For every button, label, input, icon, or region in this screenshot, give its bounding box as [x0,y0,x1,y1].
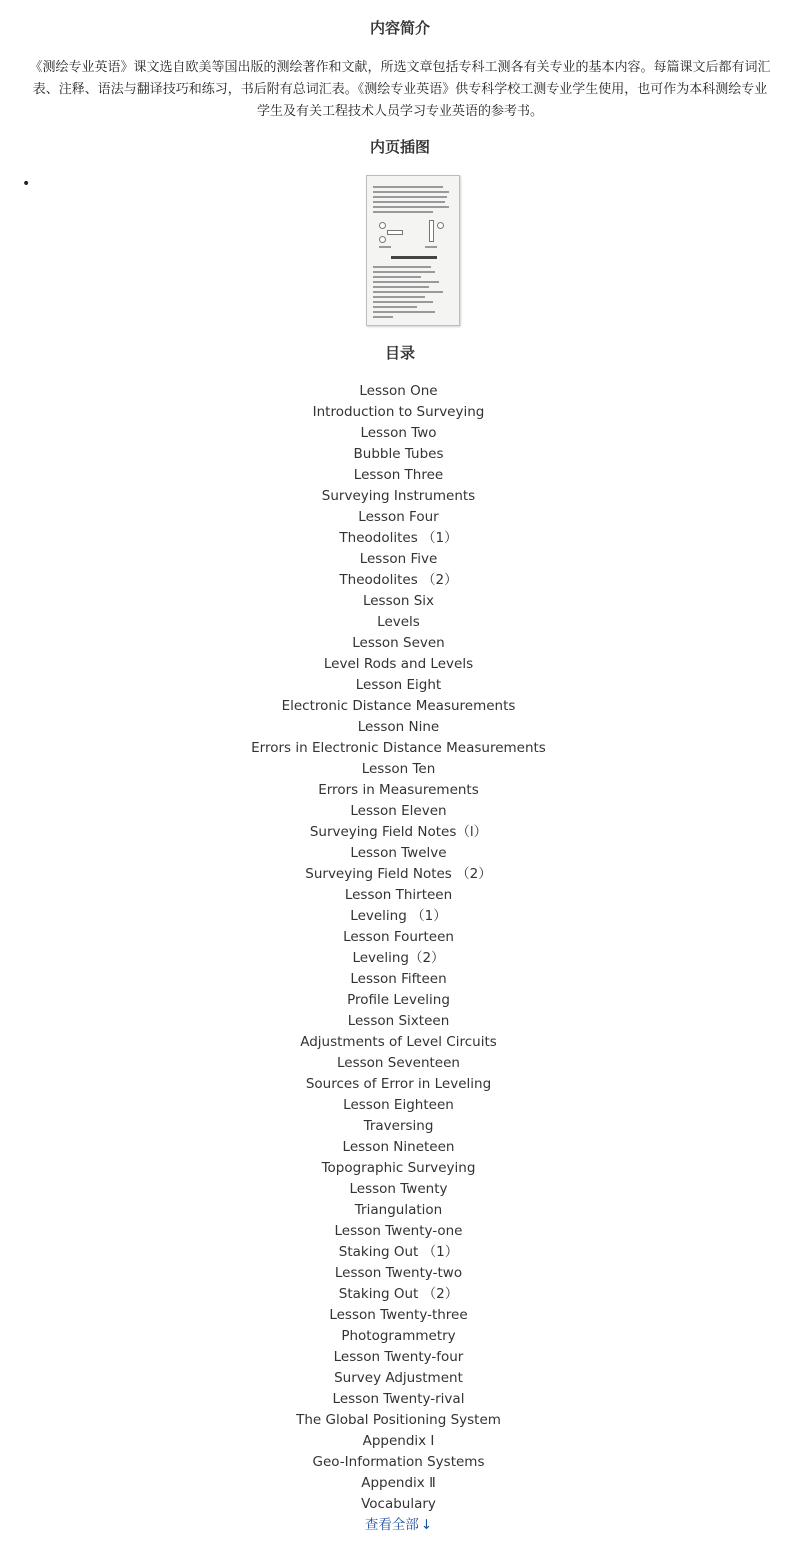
toc-item: Lesson Eighteen [343,1097,454,1113]
toc-item: Lesson Fourteen [343,929,454,945]
toc-item: Lesson Twenty-rival [332,1391,465,1407]
toc-item: Surveying Instruments [321,488,476,504]
toc-item: Lesson Three [353,467,444,483]
toc-item: Levels [377,614,420,630]
toc-item: Lesson Eleven [350,803,447,819]
toc-item: Surveying Field Notes （2） [305,866,492,882]
toc-item: Staking Out （1） [338,1244,459,1260]
toc-item: Lesson Twenty [349,1181,448,1197]
toc-item: Lesson Nineteen [342,1139,455,1155]
toc-item: Lesson Nine [357,719,440,735]
toc-item: Lesson Ten [361,761,436,777]
toc-item: Electronic Distance Measurements [281,698,516,714]
toc-item: Bubble Tubes [353,446,444,462]
list-bullet: • [22,176,31,192]
toc-item: Lesson Five [359,551,438,567]
toc-item: Lesson Twelve [350,845,447,861]
toc-item: Adjustments of Level Circuits [300,1034,497,1050]
toc-item: Staking Out （2） [338,1286,459,1302]
toc-item: Introduction to Surveying [312,404,485,420]
toc-item: Survey Adjustment [334,1370,463,1386]
toc-item: Lesson Twenty-three [329,1307,468,1323]
toc-item: Lesson Twenty-four [333,1349,464,1365]
toc-item: Surveying Field Notes（l） [309,824,488,840]
toc-item: Lesson Seventeen [337,1055,460,1071]
view-all-link[interactable] [0,1515,797,1536]
toc-item: Lesson Fifteen [350,971,447,987]
toc-item: Lesson Four [358,509,439,525]
view-all-label: 查看全部 [364,1517,419,1533]
toc-item: Errors in Electronic Distance Measurements [251,740,546,756]
toc-item: Lesson Six [362,593,435,609]
intro-line: 表、注释、语法与翻译技巧和练习，书后附有总词汇表。《测绘专业英语》供专科学校工测专业学生使用，也可作为本科测绘专业 [32,82,768,97]
toc-item: Sources of Error in Leveling [305,1076,492,1092]
toc-item: Topographic Surveying [321,1160,476,1176]
intro-line: 学生及有关工程技术人员学习专业英语的参考书。 [256,104,543,119]
toc-item: Theodolites （1） [339,530,458,546]
toc-item: The Global Positioning System [296,1412,501,1428]
arrow-down-icon: ↓ [420,1517,433,1533]
toc-item: Lesson Thirteen [344,887,453,903]
toc-item: Lesson One [359,383,438,399]
illustrations-heading: 内页插图 [369,138,430,156]
toc-item: Appendix Ⅱ [361,1475,436,1491]
toc-item: Triangulation [354,1202,443,1218]
intro-heading: 内容简介 [369,19,430,37]
intro-paragraph [0,57,800,123]
toc-item: Leveling（2） [352,950,445,966]
toc-item: Lesson Twenty-two [334,1265,463,1281]
toc-item: Errors in Measurements [318,782,479,798]
toc-item: Lesson Two [360,425,437,441]
toc-item: Lesson Sixteen [347,1013,450,1029]
toc-item: Profile Leveling [347,992,450,1008]
toc-item: Lesson Eight [355,677,442,693]
toc-item: Photogrammetry [341,1328,456,1344]
toc-item: Lesson Twenty-one [334,1223,463,1239]
toc-item: Vocabulary [361,1496,436,1512]
toc-item: Geo-Information Systems [312,1454,485,1470]
page-illustration-thumbnail[interactable] [366,175,460,326]
toc-item: Leveling （1） [350,908,447,924]
toc-heading: 目录 [384,344,415,362]
toc-item: Theodolites （2） [339,572,458,588]
toc-item: Level Rods and Levels [323,656,474,672]
table-of-contents [0,381,797,1515]
intro-line: 《测绘专业英语》课文选自欧美等国出版的测绘著作和文献，所选文章包括专科工测各有关专业的基本内容。每篇课文后都有词汇 [29,60,771,75]
toc-item: Appendix Ⅰ [362,1433,435,1449]
toc-item: Traversing [363,1118,434,1134]
toc-item: Lesson Seven [352,635,445,651]
